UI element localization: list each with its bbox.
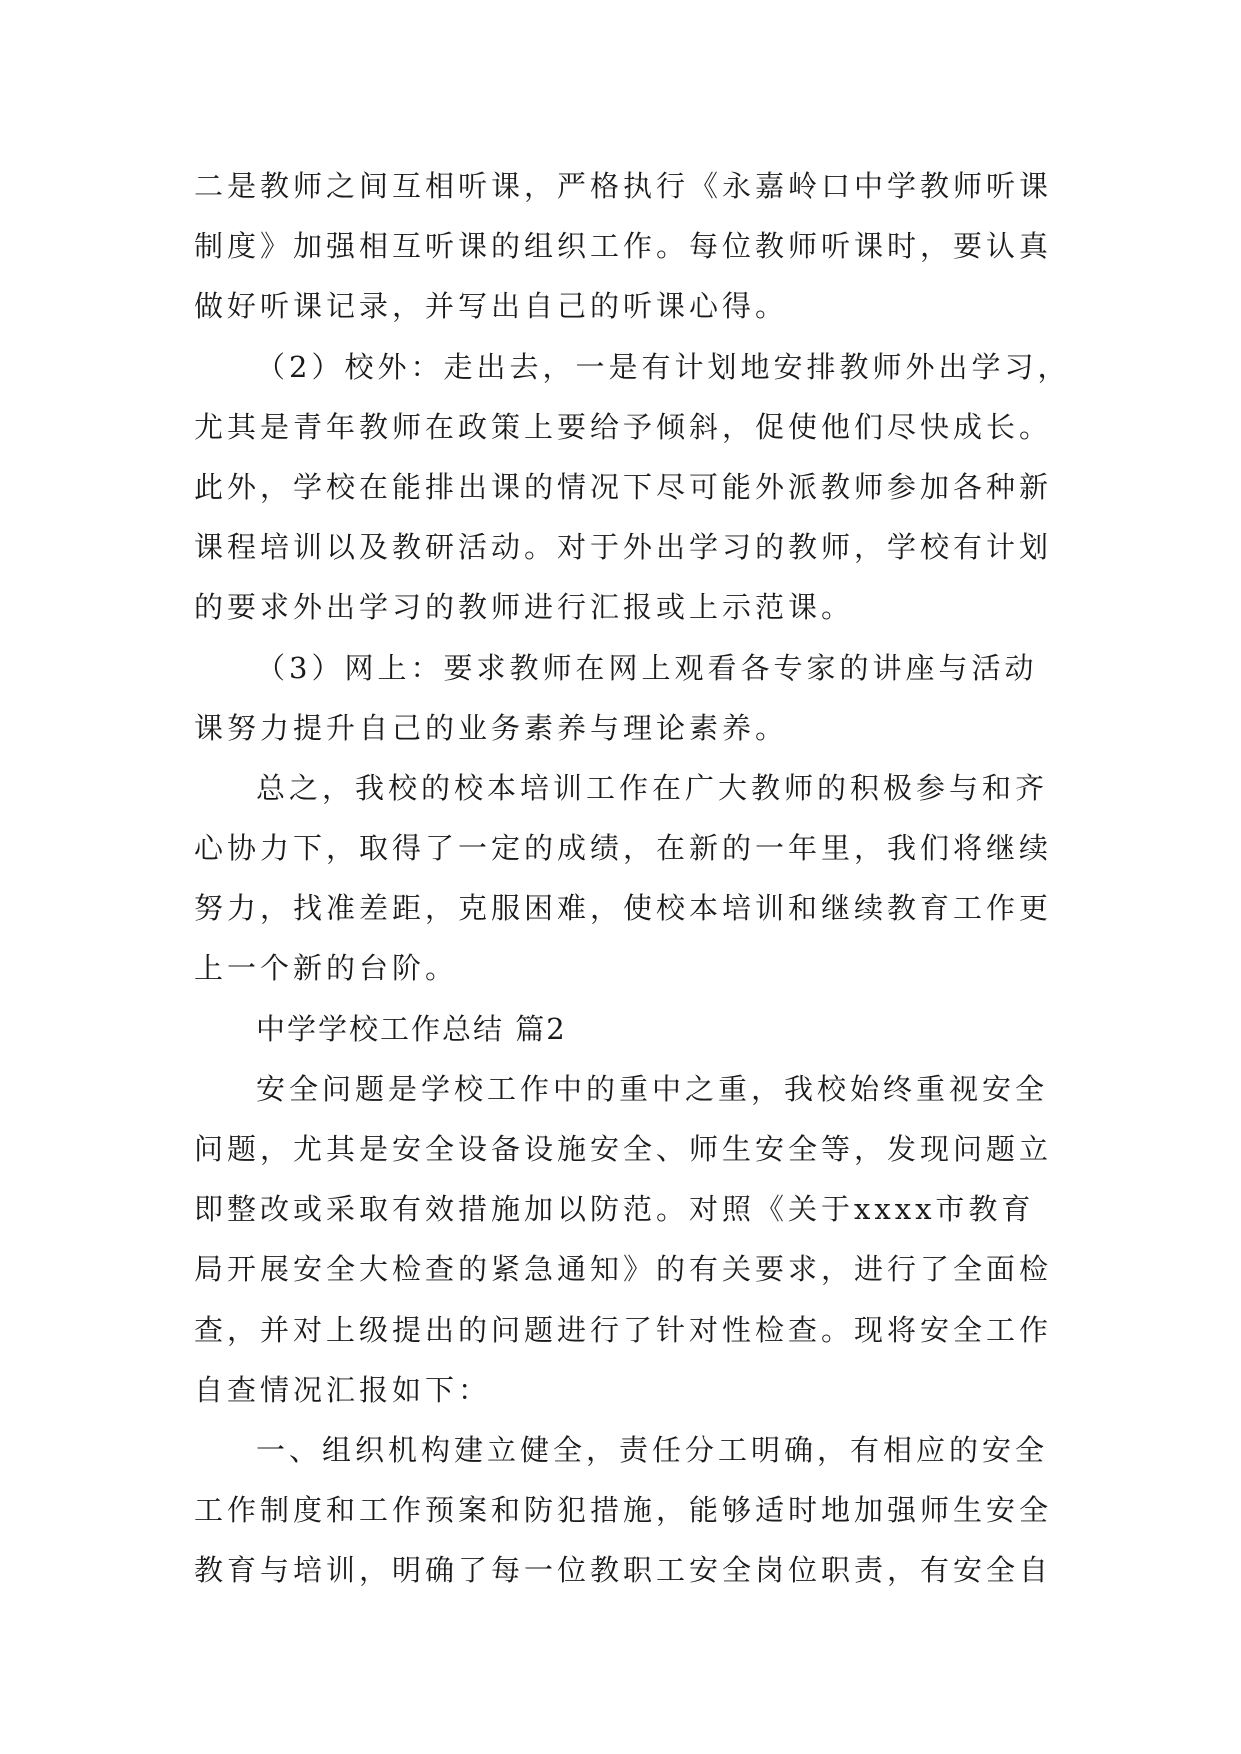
text-line: 查，并对上级提出的问题进行了针对性检查。现将安全工作 [194,1312,1053,1347]
section-heading: 中学学校工作总结 篇2 [256,1011,567,1046]
text-line: 即整改或采取有效措施加以防范。对照《关于xxxx市教育 [194,1192,1035,1227]
text-line: 问题，尤其是安全设备设施安全、师生安全等，发现问题立 [194,1132,1053,1166]
text-line: 课程培训以及教研活动。对于外出学习的教师，学校有计划 [194,530,1053,565]
text-line: 制度》加强相互听课的组织工作。每位教师听课时，要认真 [194,229,1053,264]
text-line: 一、组织机构建立健全，责任分工明确，有相应的安全 [256,1432,1049,1467]
text-line: （2）校外：走出去，一是有计划地安排教师外出学习， [256,349,1071,384]
document-body [194,156,1071,1601]
text-line: 工作制度和工作预案和防犯措施，能够适时地加强师生安全 [194,1493,1053,1528]
text-line: 二是教师之间互相听课，严格执行《永嘉岭口中学教师听课 [194,169,1053,203]
text-line: 安全问题是学校工作中的重中之重，我校始终重视安全 [256,1071,1049,1106]
text-line: 的要求外出学习的教师进行汇报或上示范课。 [194,590,855,625]
text-line: 教育与培训，明确了每一位教职工安全岗位职责，有安全自 [194,1553,1053,1588]
text-line: 心协力下，取得了一定的成绩，在新的一年里，我们将继续 [194,831,1053,866]
text-line: 此外，学校在能排出课的情况下尽可能外派教师参加各种新 [194,469,1053,504]
text-line: 尤其是青年教师在政策上要给予倾斜，促使他们尽快成长。 [194,409,1053,444]
text-line: （3）网上：要求教师在网上观看各专家的讲座与活动 [256,650,1038,685]
text-line: 总之，我校的校本培训工作在广大教师的积极参与和齐 [256,770,1049,805]
text-line: 上一个新的台阶。 [194,951,459,986]
text-line: 课努力提升自己的业务素养与理论素养。 [194,710,789,745]
text-line: 做好听课记录，并写出自己的听课心得。 [194,289,789,324]
text-line: 努力，找准差距，克服困难，使校本培训和继续教育工作更 [194,891,1053,926]
text-line: 局开展安全大检查的紧急通知》的有关要求，进行了全面检 [194,1252,1053,1287]
text-line: 自查情况汇报如下： [194,1372,492,1407]
